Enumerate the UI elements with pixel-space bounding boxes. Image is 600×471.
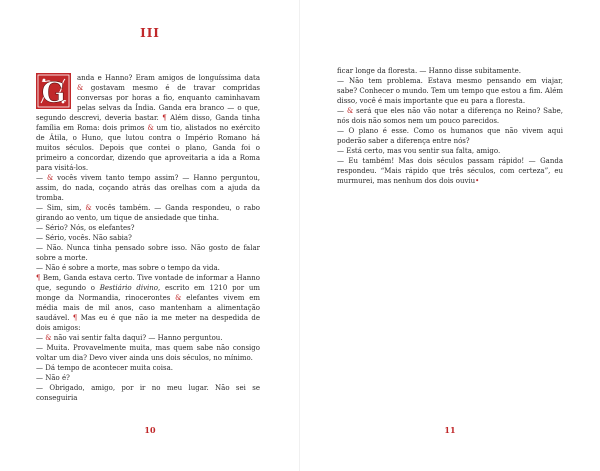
paragraph: [36, 243, 260, 263]
book-title: Bestiário divino: [99, 284, 159, 292]
ampersand-mark: &: [175, 294, 182, 302]
drop-cap-letter: G: [41, 76, 66, 109]
ampersand-mark: &: [77, 84, 84, 92]
text-run: elefantes vivem em média mais de mil anos, caso mantenham a alimentação saudável.: [36, 294, 260, 322]
page-number-left: 10: [144, 425, 156, 435]
text-run: — Sério? Nós, os elefantes?: [36, 224, 135, 232]
text-run: vocês vivem tanto tempo assim? — Hanno perguntou, assim, do nada, coçando atrás das orelhas com a ajuda da tromba.: [36, 174, 260, 202]
paragraph: [36, 333, 260, 343]
text-run: —: [36, 334, 46, 342]
paragraph: [337, 106, 563, 126]
ampersand-mark: &: [346, 107, 354, 115]
text-run: — Sério, vocês. Não sabia?: [36, 234, 132, 242]
text-run: — Obrigado, amigo, por ir no meu lugar. Não sei se conseguiria: [36, 384, 260, 402]
text-run: Mas eu é que não ia me meter na despedida de dois amigos:: [36, 314, 260, 332]
right-page: [300, 0, 600, 471]
paragraph: [36, 203, 260, 223]
text-run: vocês também. — Ganda respondeu, o rabo girando ao vento, um tique de ansiedade que tinha.: [36, 204, 260, 222]
text-run: Bem, Ganda estava certo. Tive vontade de informar a Hanno que, segundo o: [36, 274, 260, 292]
paragraph: [36, 223, 260, 233]
paragraph: [337, 126, 563, 146]
pilcrow-mark: ¶: [72, 314, 78, 322]
text-run: — Eu também! Mas dois séculos passam rápido! — Ganda respondeu. “Mais rápido que três séculos, com certeza”, eu murmurei, mas nenhum dos dois ouviu: [337, 157, 563, 185]
text-run: um tio, alistados no exército de Átila, o Huno, que lutou contra o Império Romano há muitos séculos. Depois que contei o plano, Ganda foi o primeiro a concordar, dizendo que aproveitaria a ida a Roma para visitá-los.: [36, 124, 260, 172]
drop-cap-ornament: [36, 73, 71, 109]
text-run: — Não é?: [36, 374, 70, 382]
text-run: — Dá tempo de acontecer muita coisa.: [36, 364, 173, 372]
text-run: não vai sentir falta daqui? — Hanno perguntou.: [51, 334, 223, 342]
paragraph: [36, 173, 260, 203]
text-run: — Está certo, mas vou sentir sua falta, amigo.: [337, 147, 501, 155]
paragraph: [36, 273, 260, 333]
end-mark: •: [475, 177, 480, 185]
paragraph: [36, 373, 260, 383]
right-page-text: [337, 66, 563, 186]
ampersand-mark: &: [46, 174, 54, 182]
text-run: — Não tem problema. Estava mesmo pensando em viajar, sabe? Conhecer o mundo. Tem um tempo que estou a fim. Além disso, você é mais importante que eu para a floresta.: [337, 77, 563, 105]
chapter-number: III: [140, 26, 160, 40]
paragraph: [36, 233, 260, 243]
paragraph: [36, 383, 260, 403]
paragraph: [36, 263, 260, 273]
ampersand-mark: &: [45, 334, 52, 342]
text-run: Além disso, Ganda tinha família em Roma: dois primos: [36, 114, 260, 132]
pilcrow-mark: ¶: [162, 114, 167, 122]
paragraph: [337, 156, 563, 186]
pilcrow-mark: ¶: [36, 274, 41, 282]
text-run: — Sim, sim,: [36, 204, 86, 212]
text-run: —: [337, 107, 347, 115]
paragraph: [337, 146, 563, 156]
ampersand-mark: &: [85, 204, 92, 212]
text-run: gostavam mesmo é de travar compridas conversas por horas a fio, enquanto caminhavam pelas selvas da Índia. Ganda era branco — o que, segundo descrevi, deveria bastar.: [36, 84, 260, 122]
ampersand-mark: &: [147, 124, 154, 132]
text-run: anda e Hanno? Eram amigos de longuíssima data: [77, 74, 260, 82]
page-number-right: 11: [444, 425, 456, 435]
text-run: será que eles não vão notar a diferença no Reino? Sabe, nós dois não somos nem um pouco parecidos.: [337, 107, 563, 125]
paragraph: [36, 343, 260, 363]
text-run: ficar longe da floresta. — Hanno disse subitamente.: [337, 67, 521, 75]
paragraph: [337, 66, 563, 76]
paragraph: [36, 73, 260, 173]
paragraph: [36, 363, 260, 373]
text-run: , escrito em 1210 por um monge da Normandia, rinocerontes: [36, 284, 260, 302]
text-run: — Muita. Provavelmente muita, mas quem sabe não consigo voltar um dia? Devo viver ainda uns dois séculos, no mínimo.: [36, 344, 260, 362]
text-run: — Não. Nunca tinha pensado sobre isso. Não gosto de falar sobre a morte.: [36, 244, 260, 262]
paragraph: [337, 76, 563, 106]
left-page-text: [36, 73, 260, 403]
text-run: —: [36, 174, 47, 182]
text-run: — Não é sobre a morte, mas sobre o tempo da vida.: [36, 264, 220, 272]
text-run: — O plano é esse. Como os humanos que não vivem aqui poderão saber a diferença entre nós?: [337, 127, 563, 145]
